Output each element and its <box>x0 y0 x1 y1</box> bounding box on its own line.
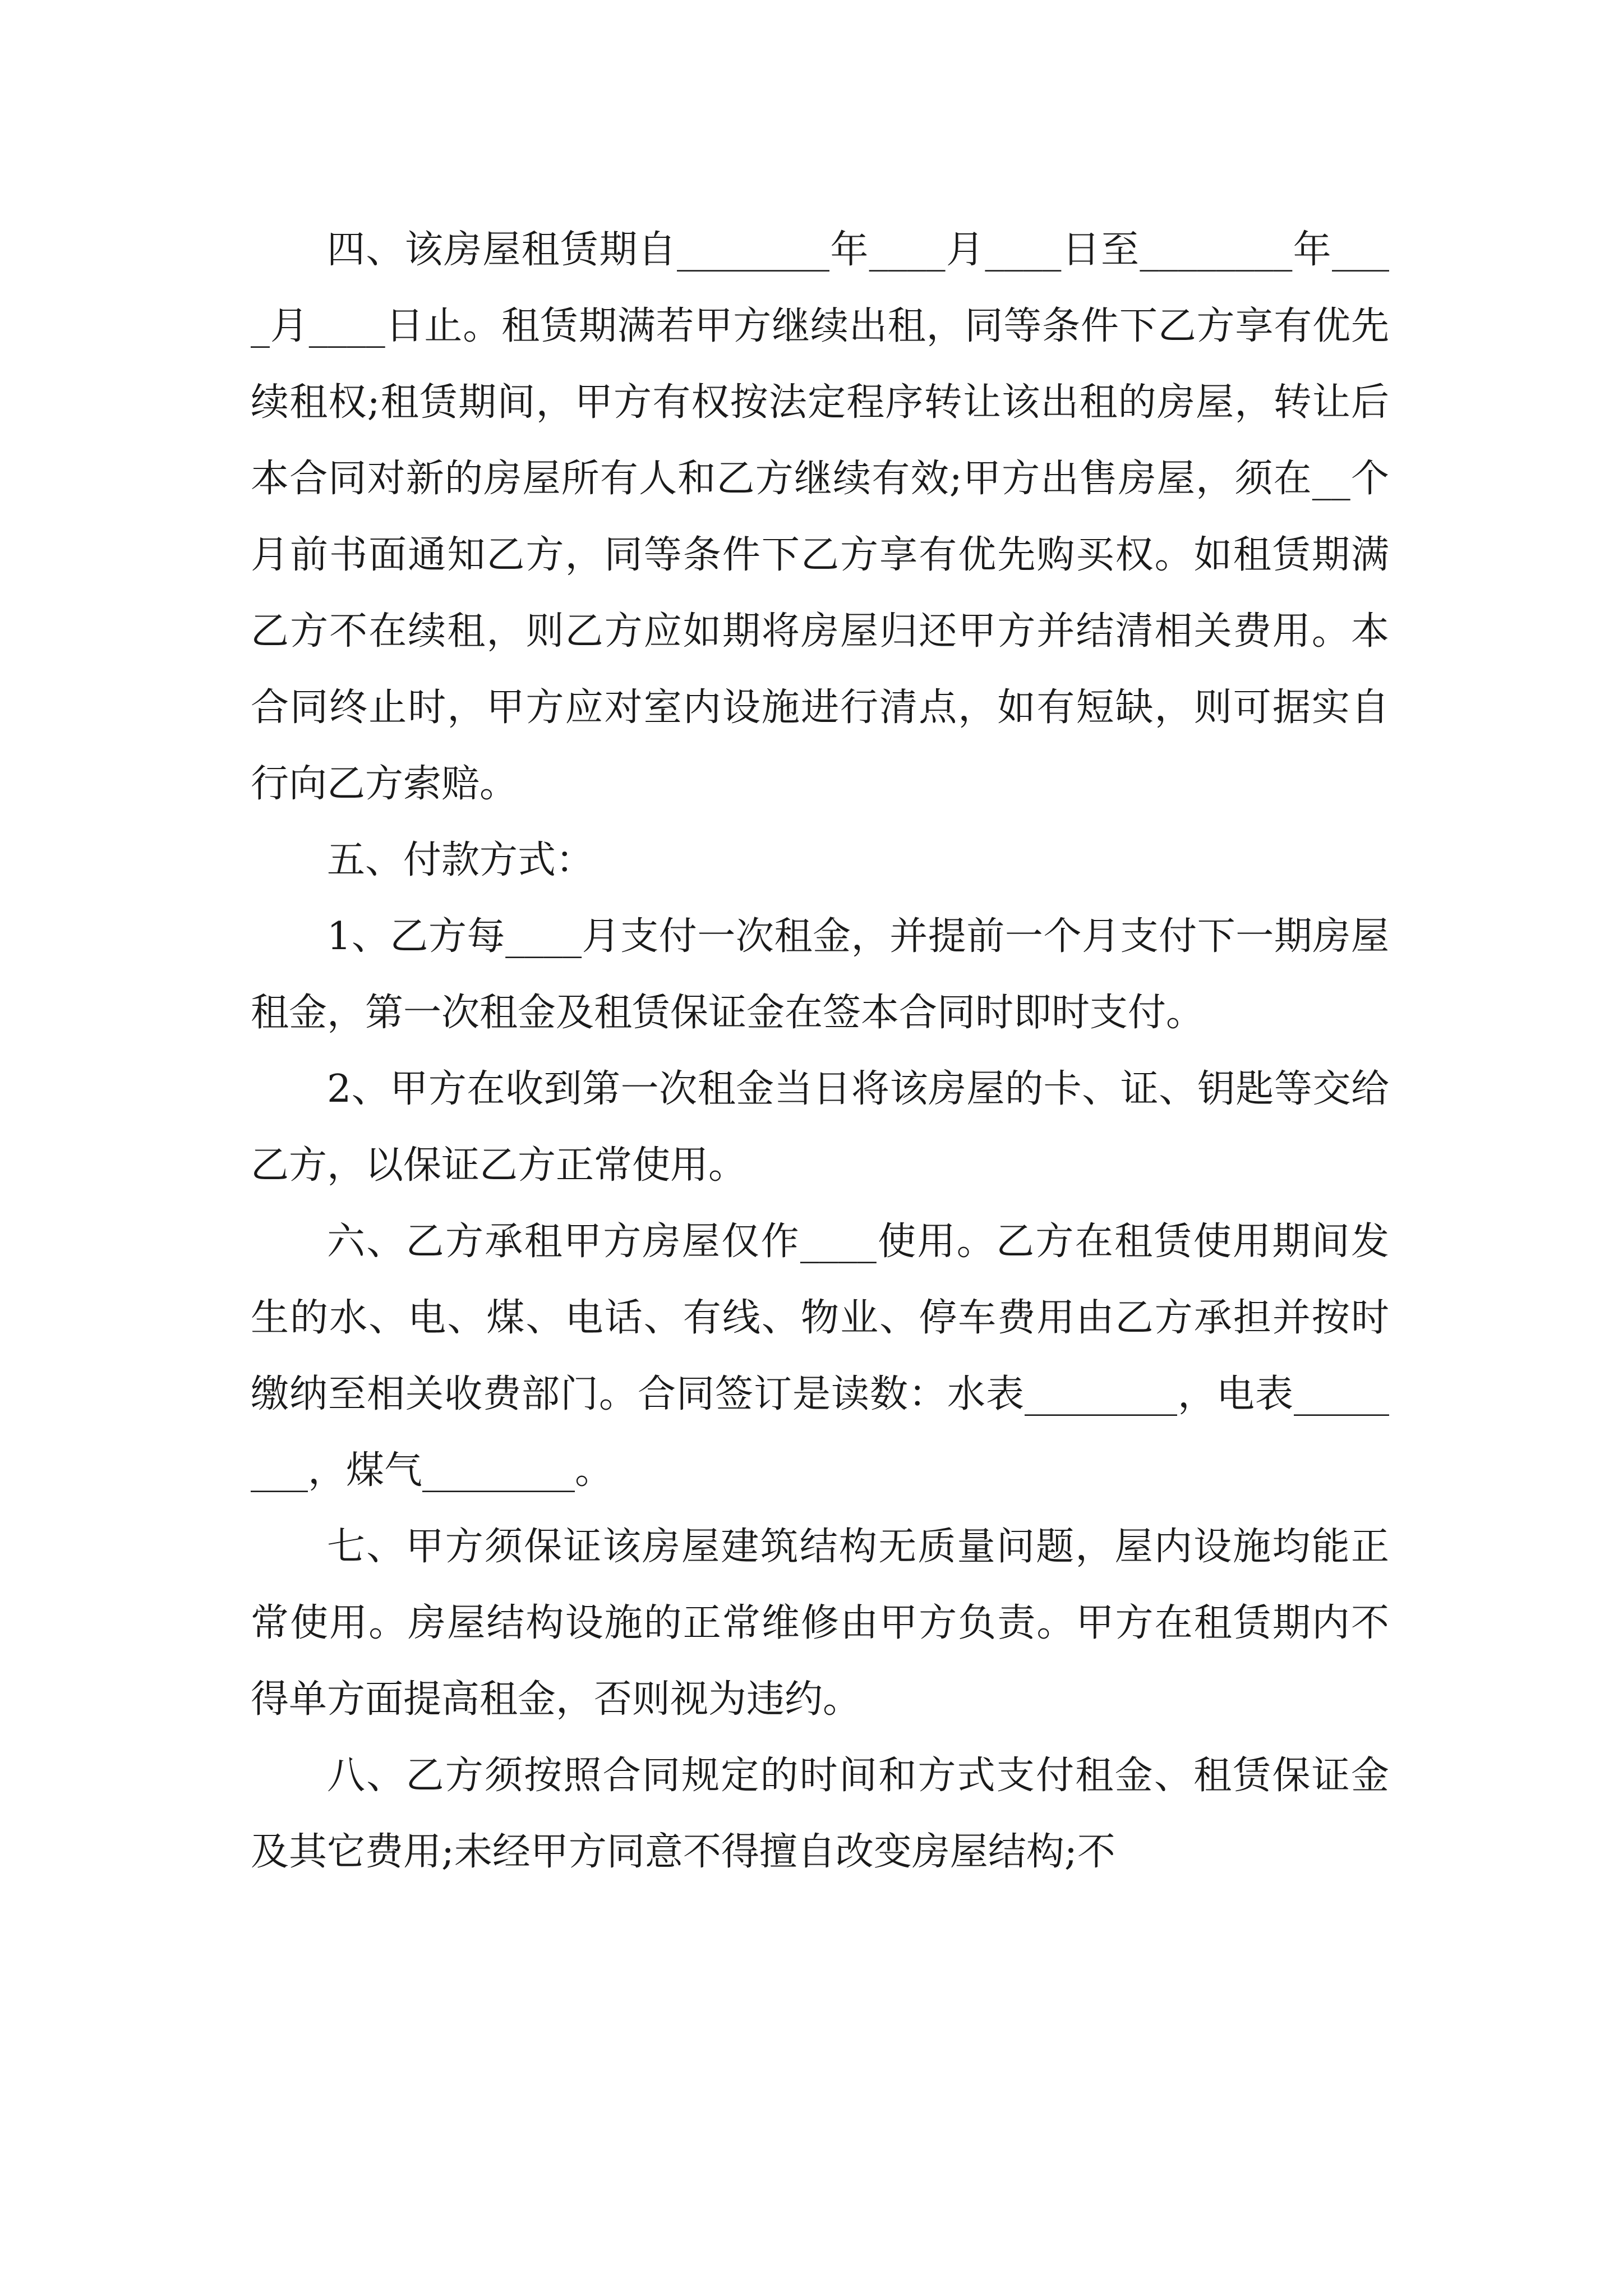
clause-5-item-2: 2、甲方在收到第一次租金当日将该房屋的卡、证、钥匙等交给乙方，以保证乙方正常使用。 <box>251 1067 1389 1188</box>
clause-5-item-1: 1、乙方每____月支付一次租金，并提前一个月支付下一期房屋租金，第一次租金及租赁保证金在签本合同时即时支付。 <box>251 914 1389 1035</box>
clause-6-usage: 六、乙方承租甲方房屋仅作____使用。乙方在租赁使用期间发生的水、电、煤、电话、有线、物业、停车费用由乙方承担并按时缴纳至相关收费部门。合同签订是读数：水表________，电表________，煤气________。 <box>251 1220 1389 1493</box>
contract-body <box>251 212 1389 1890</box>
clause-8-tenant-duty: 八、乙方须按照合同规定的时间和方式支付租金、租赁保证金及其它费用;未经甲方同意不得擅自改变房屋结构;不 <box>251 1754 1389 1874</box>
clause-5-payment-heading: 五、付款方式： <box>327 838 594 882</box>
clause-7-landlord-duty: 七、甲方须保证该房屋建筑结构无质量问题，屋内设施均能正常使用。房屋结构设施的正常维修由甲方负责。甲方在租赁期内不得单方面提高租金，否则视为违约。 <box>251 1525 1389 1722</box>
clause-4-lease-term: 四、该房屋租赁期自________年____月____日至________年____月____日止。租赁期满若甲方继续出租，同等条件下乙方享有优先续租权;租赁期间，甲方有权按法定程序转让该出租的房屋，转让后本合同对新的房屋所有人和乙方继续有效;甲方出售房屋，须在__个月前书面通知乙方，同等条件下乙方享有优先购买权。如租赁期满乙方不在续租，则乙方应如期将房屋归还甲方并结清相关费用。本合同终止时，甲方应对室内设施进行清点，如有短缺，则可据实自行向乙方索赔。 <box>251 228 1389 806</box>
